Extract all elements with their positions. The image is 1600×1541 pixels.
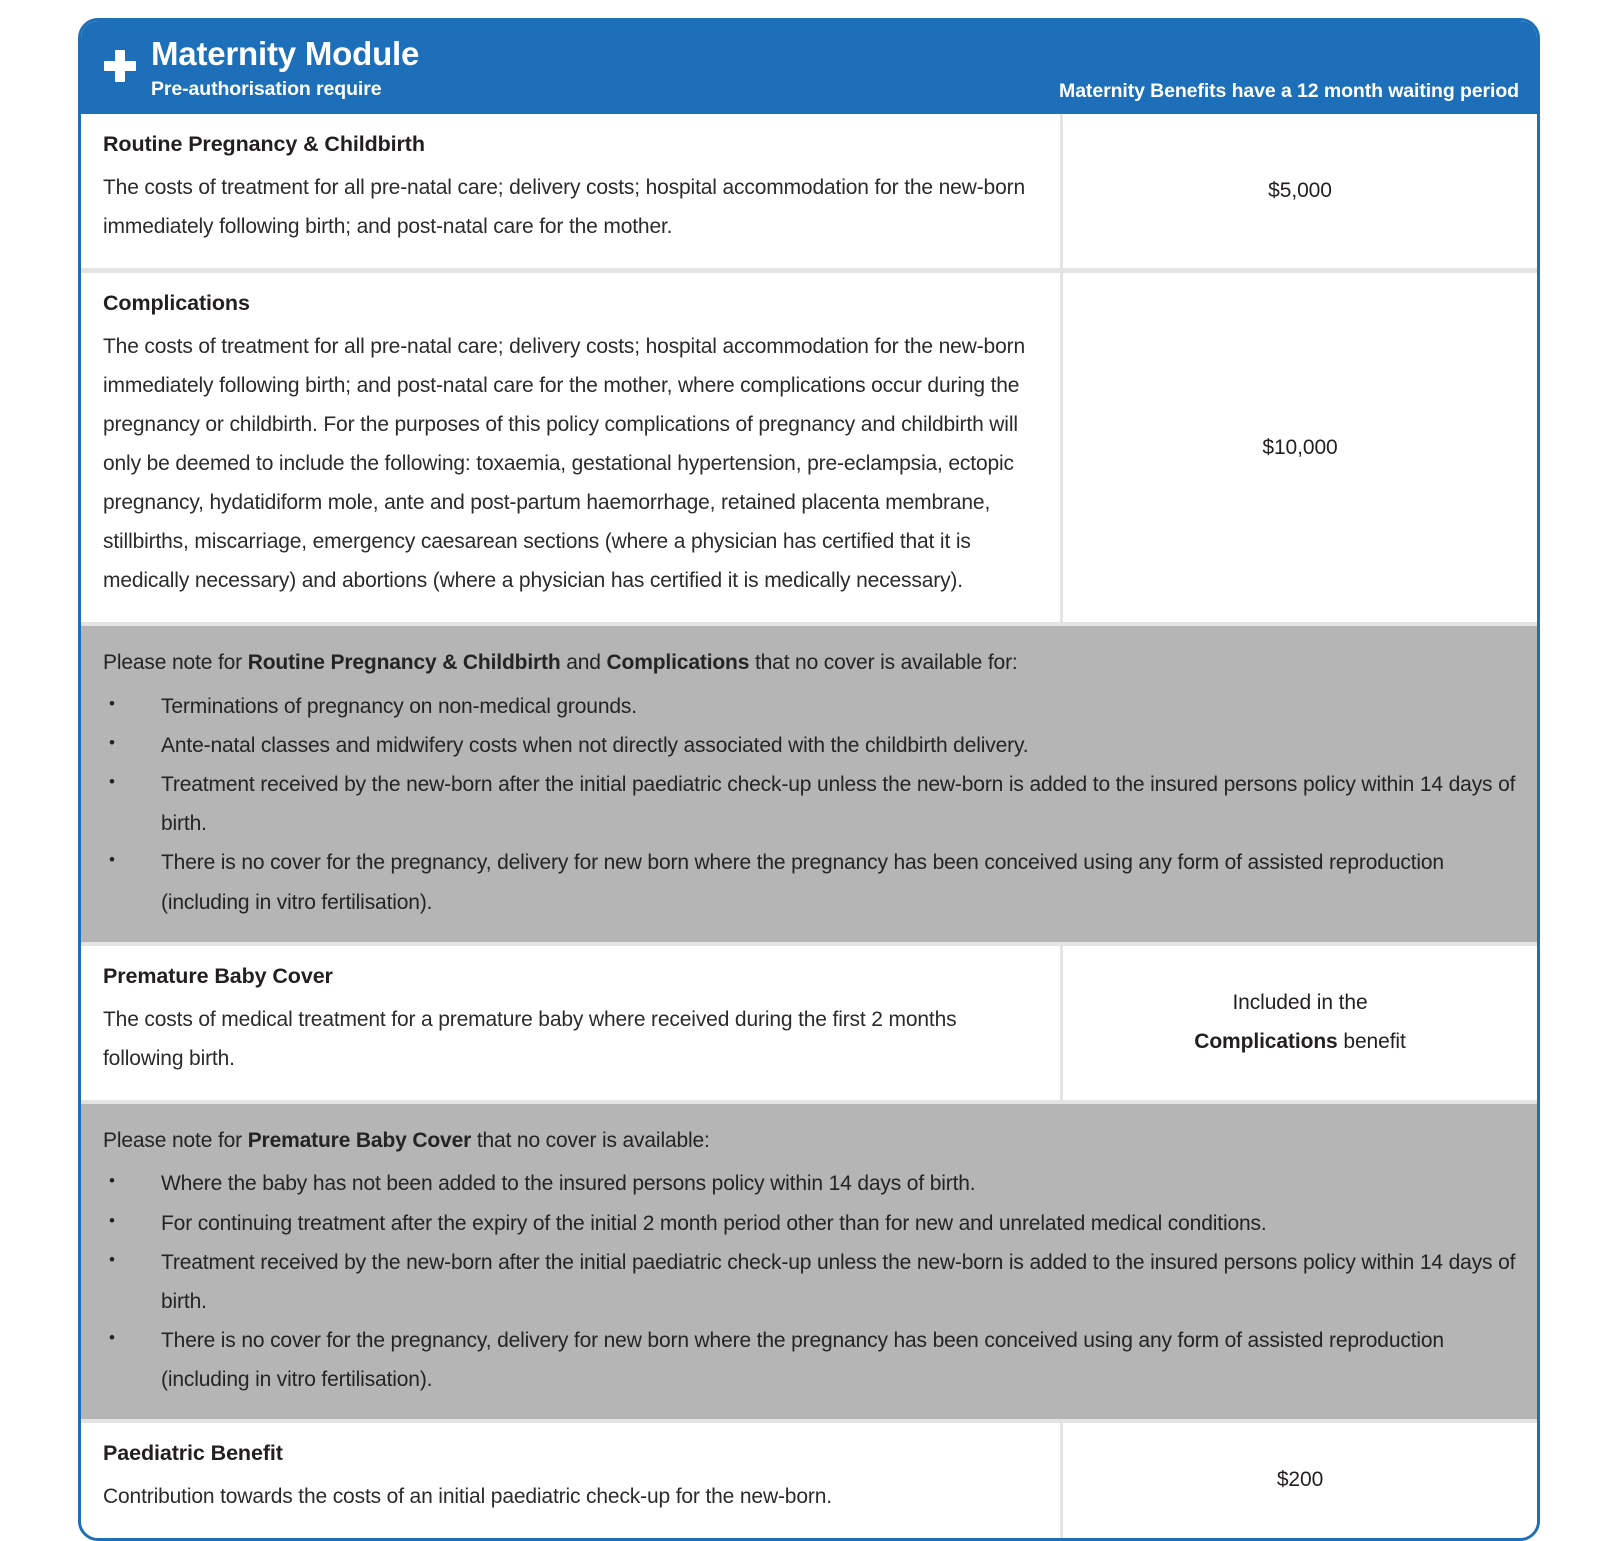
benefit-description-cell [81, 1423, 1063, 1538]
benefit-value-cell [1063, 946, 1537, 1100]
title-block [151, 31, 419, 101]
maternity-module-card [78, 18, 1540, 1541]
benefit-value-bold: Complications [1194, 1029, 1338, 1053]
page-subtitle: Pre-authorisation require [151, 77, 382, 100]
benefit-amount: $10,000 [1262, 435, 1338, 459]
list-item: • There is no cover for the pregnancy, delivery for new born where the pregnancy has been conceived using any form of assisted reproduction (including in vitro fertilisation). [103, 843, 1517, 921]
note-lead-bold-complications: Complications [606, 651, 750, 675]
table-row [81, 946, 1537, 1100]
benefit-description-cell [81, 114, 1063, 268]
page-title: Maternity Module [151, 35, 420, 72]
note-lead-prefix: Please note for [103, 651, 248, 675]
note-lead-prefix: Please note for [103, 1128, 248, 1152]
benefit-name: Paediatric Benefit [103, 1440, 283, 1465]
note-lead-suffix: that no cover is available for: [749, 651, 1018, 675]
table-row [81, 273, 1537, 622]
benefit-value-line-2 [1194, 1023, 1405, 1062]
benefit-name: Routine Pregnancy & Childbirth [103, 132, 425, 156]
benefit-text: Contribution towards the costs of an initial paediatric check-up for the new-born. [103, 1484, 832, 1508]
note-lead [103, 644, 1517, 683]
list-item: • Where the baby has not been added to the insured persons policy within 14 days of birth. [103, 1164, 1517, 1203]
benefit-amount: $5,000 [1268, 179, 1332, 203]
note-lead-bold-routine: Routine Pregnancy & Childbirth [247, 651, 561, 675]
benefit-value-line-1: Included in the [1232, 990, 1368, 1014]
table-row [81, 1423, 1537, 1538]
list-item: • Ante-natal classes and midwifery costs when not directly associated with the childbirth delivery. [103, 726, 1517, 765]
list-item: • Treatment received by the new-born after the initial paediatric check-up unless the new-born is added to the insured persons policy within 14 days of birth. [103, 1243, 1517, 1321]
list-item: • Treatment received by the new-born after the initial paediatric check-up unless the new-born is added to the insured persons policy within 14 days of birth. [103, 765, 1517, 843]
note-lead-middle: and [560, 651, 607, 675]
note-list [103, 687, 1517, 921]
benefit-text: The costs of treatment for all pre-natal care; delivery costs; hospital accommodation for the new-born immediately following birth; and post-natal care for the mother, where complications occur during the pregnancy or childbirth. For the purposes of this policy complications of pregnancy and childbirth will only be deemed to include the following: toxaemia, gestational hypertension, pre-eclampsia, ectopic pregnancy, hydatidiform mole, ante and post-partum haemorrhage, retained placenta membrane, stillbirths, miscarriage, emergency caesarean sections (where a physician has certified that it is medically necessary) and abortions (where a physician has certified it is medically necessary). [103, 335, 1025, 593]
benefit-text: The costs of treatment for all pre-natal care; delivery costs; hospital accommodation for the new-born immediately following birth; and post-natal care for the mother. [103, 176, 1025, 239]
benefit-description-cell [81, 946, 1063, 1100]
benefit-text: The costs of medical treatment for a premature baby where received during the first 2 months following birth. [103, 1007, 957, 1070]
waiting-period-note: Maternity Benefits have a 12 month waiting period [1059, 80, 1519, 102]
exclusion-note-block [81, 1100, 1537, 1423]
benefit-value-cell [1063, 1423, 1537, 1538]
note-lead-suffix: that no cover is available: [471, 1128, 710, 1152]
card-header [81, 21, 1537, 114]
exclusion-note-block [81, 622, 1537, 945]
note-list [103, 1164, 1517, 1398]
benefit-amount: $200 [1276, 1468, 1324, 1492]
benefit-value-cell [1063, 273, 1537, 622]
table-row [81, 114, 1537, 268]
benefit-value-rest: benefit [1337, 1029, 1406, 1053]
benefit-value-cell [1063, 114, 1537, 268]
plus-icon [103, 49, 137, 83]
benefit-name: Premature Baby Cover [103, 963, 333, 988]
note-lead-bold-premature: Premature Baby Cover [247, 1128, 472, 1152]
list-item: • Terminations of pregnancy on non-medical grounds. [103, 687, 1517, 726]
note-lead [103, 1122, 1517, 1161]
list-item: • There is no cover for the pregnancy, delivery for new born where the pregnancy has been conceived using any form of assisted reproduction (including in vitro fertilisation). [103, 1321, 1517, 1399]
list-item: • For continuing treatment after the expiry of the initial 2 month period other than for new and unrelated medical conditions. [103, 1204, 1517, 1243]
header-left-group [103, 31, 419, 101]
benefit-description-cell [81, 273, 1063, 622]
benefit-name: Complications [103, 291, 250, 316]
